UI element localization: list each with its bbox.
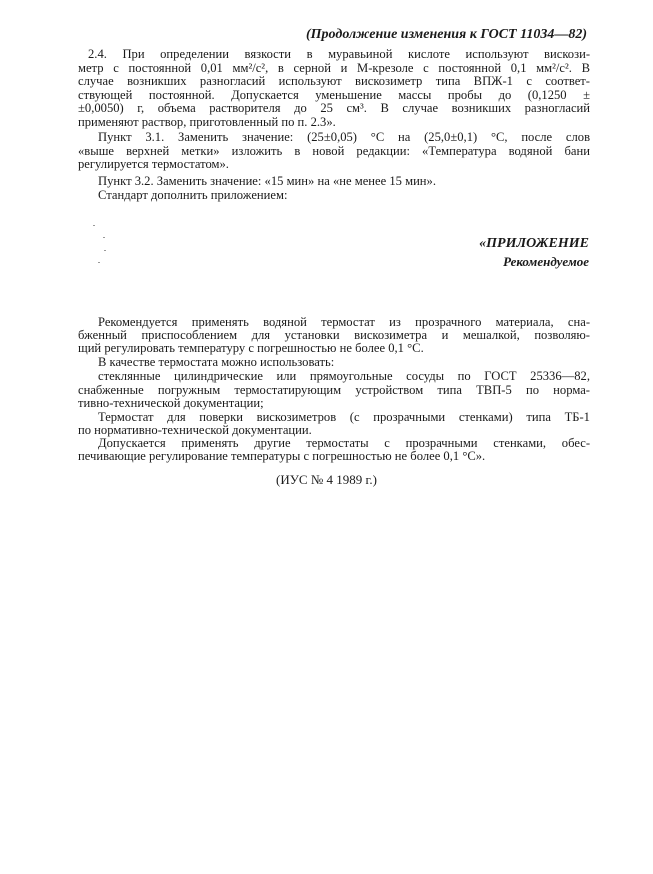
paragraph-line: Допускается применять другие термостаты с прозрачными стенками, обес- [98, 436, 591, 450]
paragraph-line: Рекомендуется применять водяной термостат из прозрачного материала, сна- [98, 315, 591, 329]
paragraph-line: щий регулировать температуру с погрешностью не более 0,1 °С. [78, 341, 424, 355]
paragraph-line: Термостат для поверки вискозиметров (с прозрачными стенками) типа ТБ-1 [98, 410, 590, 424]
paragraph-line: регулируется термостатом». [78, 157, 229, 171]
paragraph-line: «выше верхней метки» изложить в новой редакции: «Температура водяной бани [78, 144, 590, 158]
paragraph-line: стеклянные цилиндрические или прямоугольные сосуды по ГОСТ 25336—82, [98, 369, 590, 383]
footer-reference: (ИУС № 4 1989 г.) [276, 472, 377, 487]
paragraph-line: снабженные погружным термостатирующим устройством типа ТВП-5 по норма- [78, 383, 590, 397]
scan-speck [93, 225, 95, 226]
appendix-title: «ПРИЛОЖЕНИЕ [479, 236, 589, 251]
scan-speck [103, 237, 105, 238]
paragraph-line: случае возникших разногласий используют вискозиметр типа ВПЖ-1 с соответ- [78, 74, 590, 88]
paragraph-line: Пункт 3.2. Заменить значение: «15 мин» на «не менее 15 мин». [98, 174, 436, 188]
scan-speck [98, 262, 100, 263]
paragraph-line: ±0,0050) г, объема растворителя до 25 см³. В случае возникших разногласий [78, 101, 591, 115]
paragraph-line: бженный приспособлением для установки вискозиметра и мешалкой, позволяю- [78, 328, 591, 342]
paragraph-line: по нормативно-технической документации. [78, 423, 312, 437]
appendix-subtitle: Рекомендуемое [503, 254, 589, 269]
paragraph-line: Пункт 3.1. Заменить значение: (25±0,05) °С на (25,0±0,1) °С, после слов [98, 130, 591, 144]
paragraph-line: метр с постоянной 0,01 мм²/с², в серной и М-крезоле с постоянной 0,1 мм²/с². В [78, 61, 590, 75]
paragraph-line: Стандарт дополнить приложением: [98, 188, 288, 202]
paragraph-line: применяют раствор, приготовленный по п. 2.3». [78, 115, 336, 129]
scan-speck [104, 250, 106, 251]
paragraph-line: тивно-технической документации; [78, 396, 264, 410]
paragraph-line: В качестве термостата можно использовать: [98, 355, 335, 369]
paragraph-line: ствующей постоянной. Допускается уменьшение массы пробы до (0,1250 ± [78, 88, 590, 102]
page-header: (Продолжение изменения к ГОСТ 11034—82) [306, 27, 587, 42]
paragraph-line: 2.4. При определении вязкости в муравьиной кислоте используют вискози- [88, 47, 591, 61]
paragraph-line: печивающие регулирование температуры с погрешностью не более 0,1 °С». [78, 449, 486, 463]
